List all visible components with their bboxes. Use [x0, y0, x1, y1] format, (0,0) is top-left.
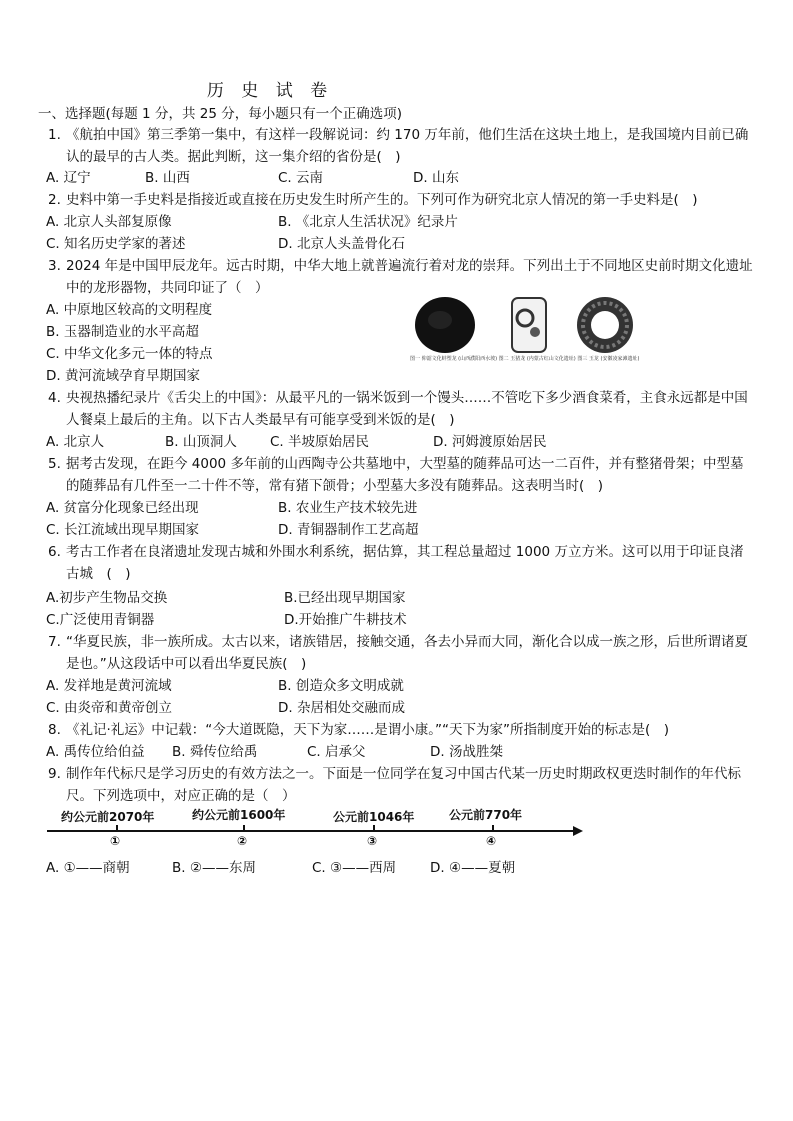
question-text: 考古工作者在良渚遗址发现古城和外围水利系统，据估算，其工程总量超过 1000 万立方米。这可以用于印证良渚古城 ( ) [66, 544, 744, 582]
option-b: B. 《北京人生活状况》纪录片 [278, 214, 458, 230]
option-b: B. 创造众多文明成就 [278, 678, 404, 694]
timeline-axis [45, 824, 585, 838]
image-caption: 图一 仰韶文化蚌塑龙 (山西濮阳西水坡) 图二 玉猪龙 (内蒙古红山文化遗址) 图三 玉龙 (安徽凌家滩遗址) [410, 356, 640, 362]
option-c: C. 半坡原始居民 [270, 434, 370, 450]
option-c: C. 由炎帝和黄帝创立 [46, 700, 173, 716]
question-number: 5. [48, 456, 61, 472]
option-c: C.广泛使用青铜器 [46, 612, 155, 628]
timeline-label: 公元前1046年 [333, 810, 415, 824]
option-d: D. 河姆渡原始居民 [433, 434, 547, 450]
question-3 [50, 255, 755, 299]
question-number: 2. [48, 192, 61, 208]
question-number: 8. [48, 722, 61, 738]
question-text: 2024 年是中国甲辰龙年。远古时期，中华大地上就普遍流行着对龙的崇拜。下列出土于不同地区史前时期文化遗址中的龙形器物，共同印证了（ ） [66, 258, 753, 296]
option-a: A.初步产生物品交换 [46, 590, 168, 606]
question-text: 《礼记·礼运》中记载：“今大道既隐，天下为家……是谓小康。”“天下为家”所指制度开始的标志是( ) [66, 722, 670, 738]
option-a: A. ①——商朝 [46, 860, 130, 876]
option-a: A. 贫富分化现象已经出现 [46, 500, 199, 516]
question-text: “华夏民族，非一族所成。太古以来，诸族错居，接触交通，各去小异而大同，渐化合以成一族之形，后世所谓诸夏是也。”从这段话中可以看出华夏民族( ) [66, 634, 748, 672]
option-c: C. ③——西周 [312, 860, 397, 876]
question-text: 制作年代标尺是学习历史的有效方法之一。下面是一位同学在复习中国古代某一历史时期政权更迭时制作的年代标尺。下列选项中，对应正确的是（ ） [66, 766, 741, 804]
option-a: A. 辽宁 [46, 170, 91, 186]
question-4 [50, 387, 755, 431]
option-b: B. 山西 [145, 170, 190, 186]
option-d: D. ④——夏朝 [430, 860, 516, 876]
question-number: 4. [48, 390, 61, 406]
question-2 [50, 189, 755, 211]
question-text: 《航拍中国》第三季第一集中，有这样一段解说词：约 170 万年前，他们生活在这块土地上，是我国境内目前已确认的最早的古人类。据此判断，这一集介绍的省份是( ) [66, 127, 749, 165]
option-b: B. ②——东周 [172, 860, 256, 876]
timeline-label: 约公元前1600年 [192, 808, 286, 822]
question-number: 7. [48, 634, 61, 650]
option-b: B. 山顶洞人 [165, 434, 237, 450]
option-b: B. 舜传位给禹 [172, 744, 258, 760]
question-5 [50, 453, 755, 497]
option-a: A. 发祥地是黄河流域 [46, 678, 172, 694]
option-a: A. 中原地区较高的文明程度 [46, 302, 213, 318]
option-a: A. 北京人 [46, 434, 105, 450]
option-d: D. 山东 [413, 170, 459, 186]
timeline-marker: ④ [486, 834, 497, 848]
question-text: 据考古发现，在距今 4000 多年前的山西陶寺公共墓地中，大型墓的随葬品可达一二百件，并有整猪骨架；中型墓的随葬品有几件至一二十件不等，常有猪下颌骨；小型墓大多没有随葬品。这表明当时( ) [66, 456, 744, 494]
timeline-marker: ① [110, 834, 121, 848]
question-6 [50, 541, 755, 585]
question-text: 史料中第一手史料是指接近或直接在历史发生时所产生的。下列可作为研究北京人情况的第一手史料是( ) [66, 192, 698, 208]
timeline [45, 800, 585, 850]
option-a: A. 北京人头部复原像 [46, 214, 172, 230]
option-d: D. 青铜器制作工艺高超 [278, 522, 419, 538]
question-1 [50, 124, 755, 168]
timeline-marker: ② [237, 834, 248, 848]
question-number: 1. [48, 127, 61, 143]
section-heading: 一、选择题(每题 1 分，共 25 分，每小题只有一个正确选项) [38, 106, 402, 122]
option-d: D. 北京人头盖骨化石 [278, 236, 405, 252]
option-d: D. 黄河流域孕育早期国家 [46, 368, 200, 384]
option-b: B. 农业生产技术较先进 [278, 500, 418, 516]
option-b: B.已经出现早期国家 [284, 590, 406, 606]
option-d: D. 汤战胜桀 [430, 744, 503, 760]
option-c: C. 启承父 [307, 744, 366, 760]
question-number: 6. [48, 544, 61, 560]
question-7 [50, 631, 755, 675]
page-title: 历 史 试 卷 [206, 81, 334, 101]
option-c: C. 长江流域出现早期国家 [46, 522, 200, 538]
option-c: C. 云南 [278, 170, 324, 186]
option-c: C. 知名历史学家的著述 [46, 236, 186, 252]
option-d: D. 杂居相处交融而成 [278, 700, 405, 716]
option-d: D.开始推广牛耕技术 [284, 612, 407, 628]
question-text: 央视热播纪录片《舌尖上的中国》：从最平凡的一锅米饭到一个馒头……不管吃下多少酒食菜肴，主食永远都是中国人餐桌上最后的主角。以下古人类最早有可能享受到米饭的是( ) [66, 390, 748, 428]
option-b: B. 玉器制造业的水平高超 [46, 324, 199, 340]
question-number: 3. [48, 258, 61, 274]
option-a: A. 禹传位给伯益 [46, 744, 145, 760]
option-c: C. 中华文化多元一体的特点 [46, 346, 213, 362]
timeline-label: 公元前770年 [449, 808, 523, 822]
timeline-label: 约公元前2070年 [61, 810, 155, 824]
timeline-marker: ③ [367, 834, 378, 848]
question-number: 9. [48, 766, 61, 782]
question-8 [50, 719, 755, 741]
